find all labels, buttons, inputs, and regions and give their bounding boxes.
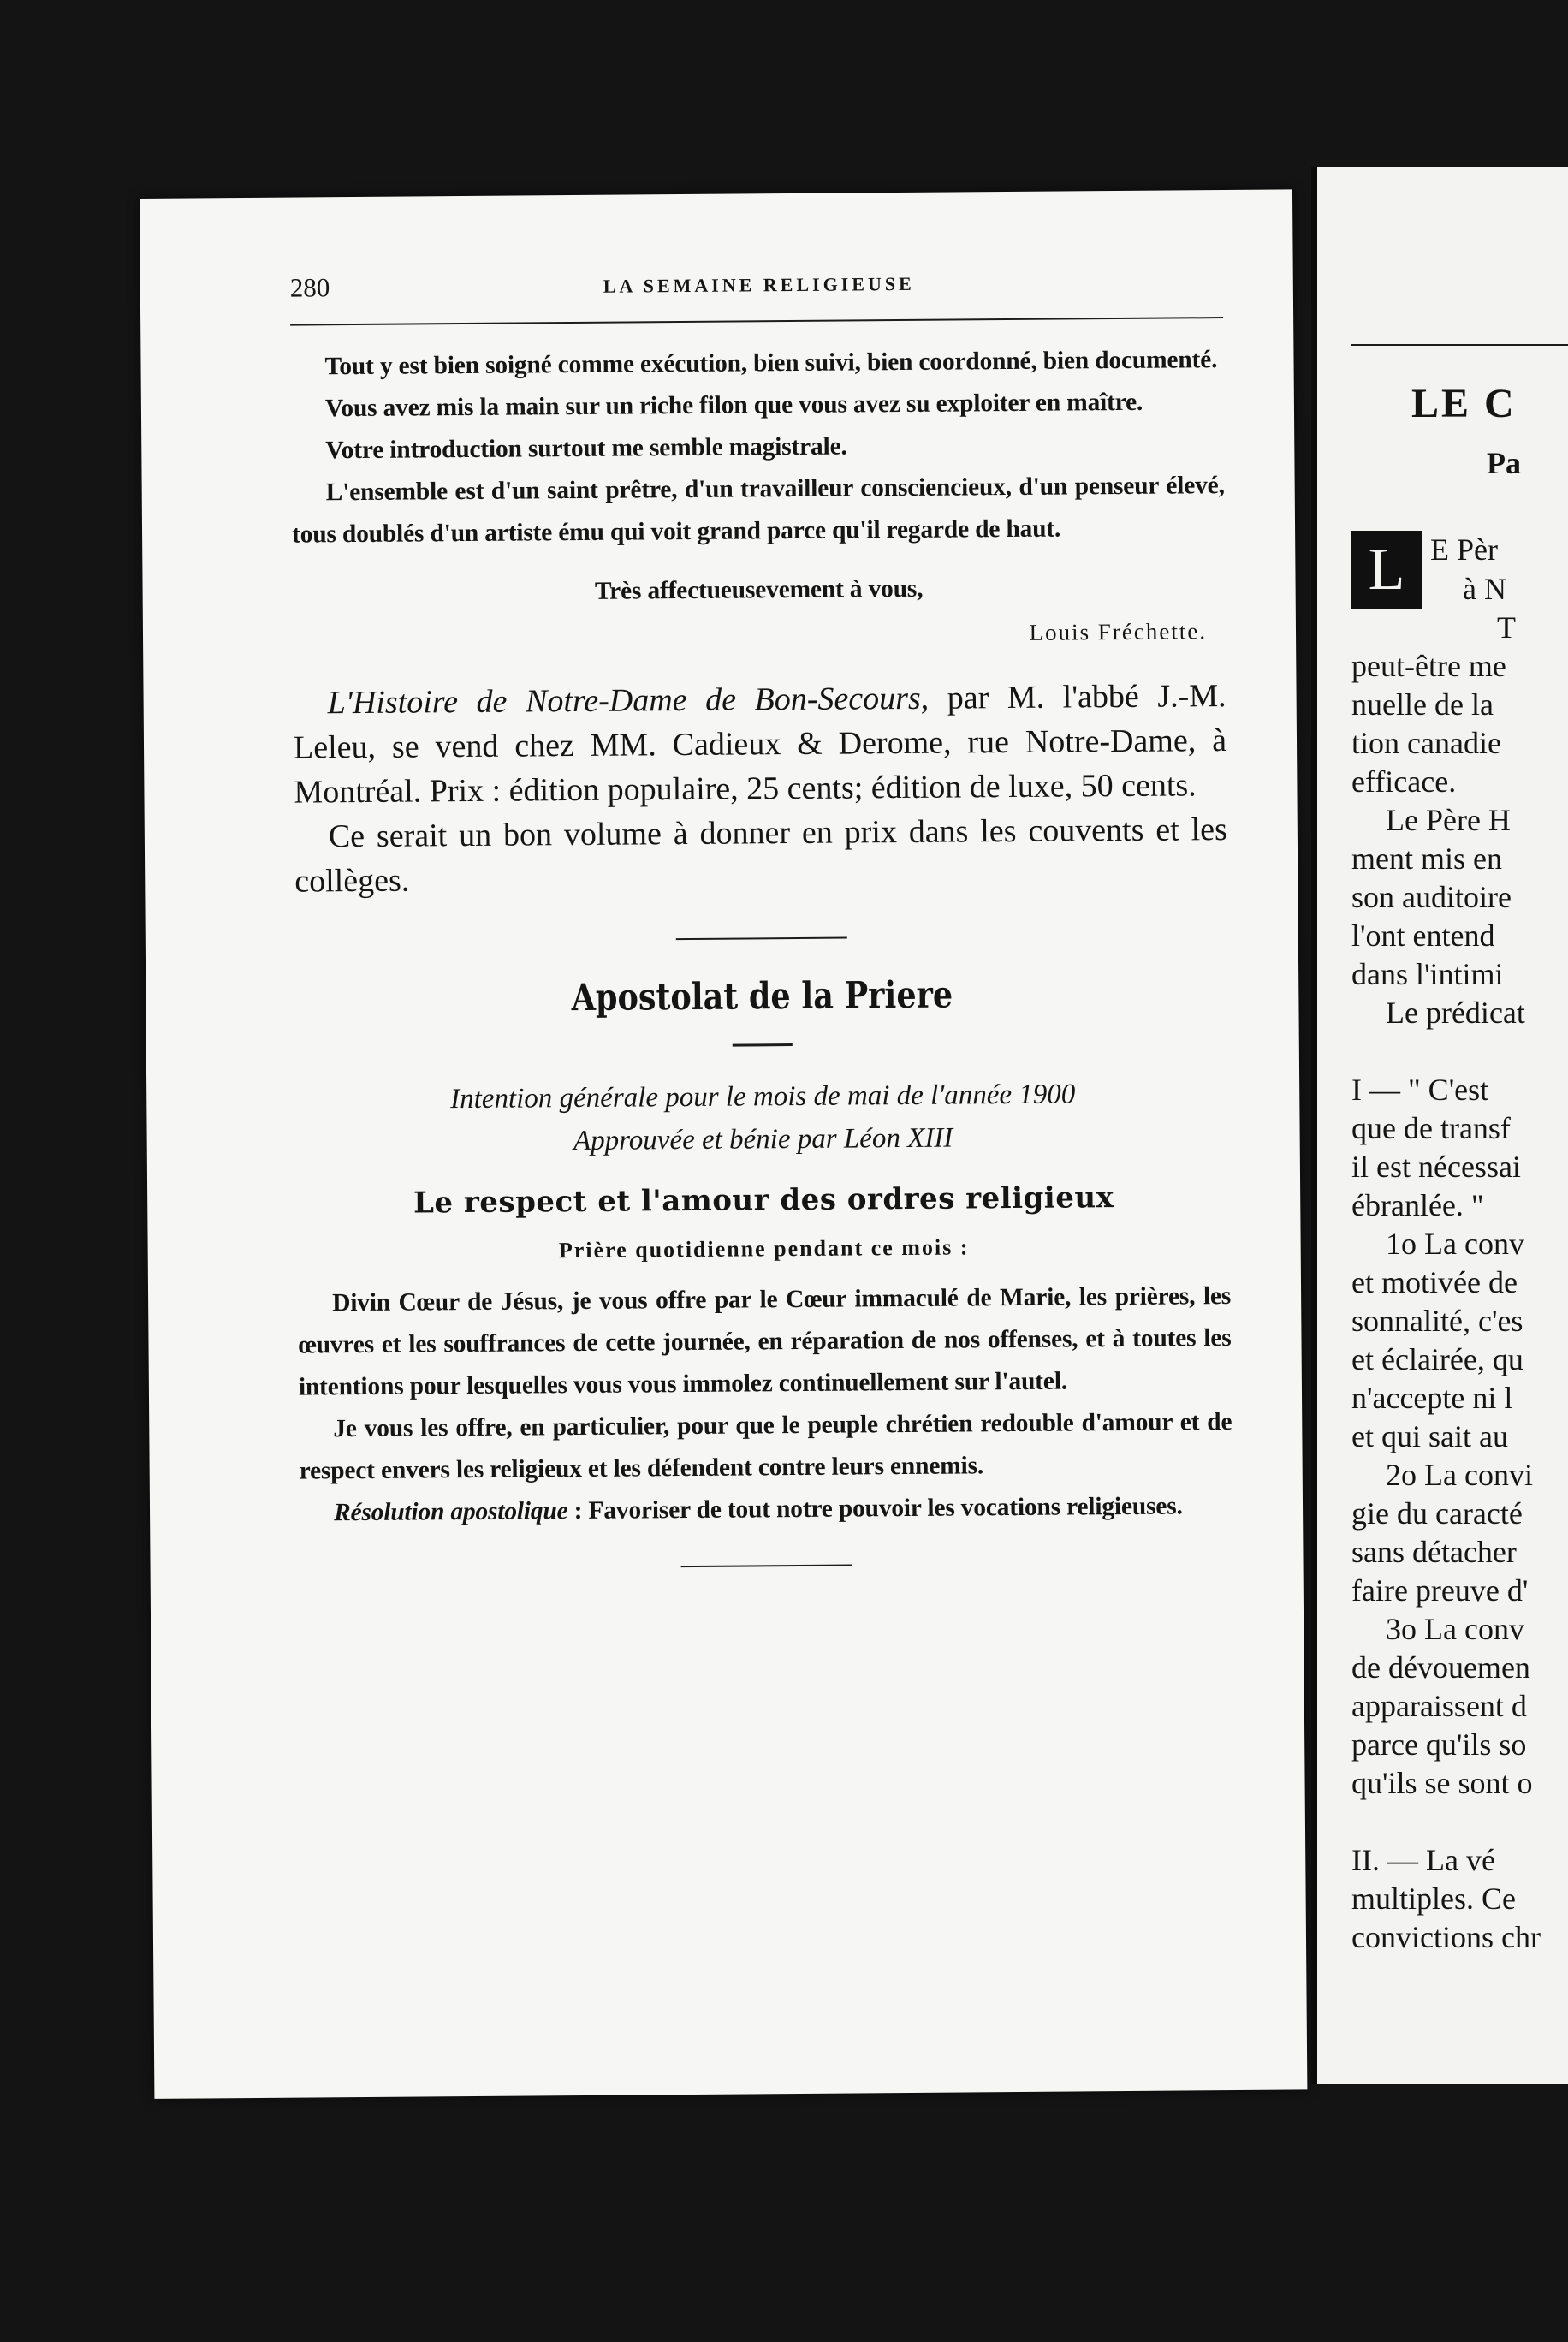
right-text-line: sonnalité, c'es [1351,1304,1523,1338]
right-text-line: parce qu'ils so [1351,1727,1527,1762]
right-text-line: n'accepte ni l [1351,1381,1513,1415]
running-title: LA SEMAINE RELIGIEUSE [603,272,915,297]
advert-second-paragraph: Ce serait un bon volume à donner en prix dans les couvents et les collèges. [294,811,1227,900]
right-text-line: dans l'intimi [1351,957,1504,991]
right-header-rule [1351,344,1568,346]
letter-paragraph: Votre introduction surtout me semble magistrale. [325,432,847,465]
right-text-line: 3o La conv [1386,1612,1524,1646]
right-text-line: apparaissent d [1351,1689,1527,1723]
right-text-line: et qui sait au [1351,1419,1508,1453]
drop-cap: L [1351,531,1422,609]
right-text-line: efficace. [1351,764,1457,799]
right-text-line: tion canadie [1351,726,1501,760]
right-text-line: multiples. Ce [1351,1881,1516,1916]
right-text [1351,531,1568,1957]
right-text-line: l'ont entend [1351,918,1495,953]
intention-line: Intention générale pour le mois de mai de l'année 1900 [450,1079,1076,1115]
right-text-line: Le prédicat [1386,996,1525,1030]
right-text-line [1351,1032,1568,1071]
right-text-line: faire preuve d' [1351,1573,1529,1608]
letter-paragraph: Tout y est bien soigné comme exécution, bien suivi, bien coordonné, bien documenté. [324,346,1218,381]
book-advert [293,674,1227,904]
resolution-text: : Favoriser de tout notre pouvoir les vocations religieuses. [567,1492,1183,1525]
prayer-paragraph: Je vous les offre, en particulier, pour que le peuple chrétien redouble d'amour et de respect envers les religieux et les défendent contre leurs ennemis. [299,1408,1232,1485]
right-subheading: Pa [1487,446,1521,480]
prayer-paragraph: Divin Cœur de Jésus, je vous offre par le Cœur immaculé de Marie, les prières, les œuvres et les souffrances de cette journée, en réparation de nos offenses, et à toutes les intentions pour lesquelles vous vous immolez continuellement sur l'autel. [298,1282,1232,1401]
right-text-line: ment mis en [1351,841,1502,876]
page-number: 280 [289,272,330,303]
letter-text [290,339,1226,652]
right-text-line: qu'ils se sont o [1351,1766,1533,1800]
right-text-line: I — " C'est [1351,1073,1489,1107]
right-text-line: sans détacher [1351,1535,1517,1569]
letter-closing: Très affectueusevement à vous, [594,574,924,605]
right-text-line: convictions chr [1351,1920,1541,1954]
right-text-line: à N [1463,572,1506,606]
resolution-label: Résolution apostolique [333,1497,568,1527]
right-text-line: de dévouemen [1351,1650,1530,1685]
right-text-line [1351,1803,1568,1841]
advert-paragraph [293,674,1226,815]
right-text-line: gie du caracté [1351,1496,1523,1531]
right-text-line: que de transf [1351,1111,1511,1145]
right-text-line: et motivée de [1351,1265,1518,1299]
header-rule [290,317,1223,326]
left-page-content [290,265,1233,1607]
advert-text: , par M. l'abbé J.-M. Leleu, se vend chez MM. Cadieux & Derome, rue Notre-Dame, à Montréal. Prix : édition populaire, 25 cents; édition de luxe, 50 cents. [293,678,1227,811]
advert-book-title: L'Histoire de Notre-Dame de Bon-Secours [327,680,921,722]
right-text-line: 1o La conv [1386,1227,1524,1261]
right-text-line: Le Père H [1386,803,1511,837]
letter-signature: Louis Fréchette. [1029,618,1208,645]
prayer-heading: Prière quotidienne pendant ce mois : [558,1234,970,1263]
right-text-line: et éclairée, qu [1351,1342,1523,1376]
right-text-line: son auditoire [1351,880,1512,914]
right-heading: LE C [1411,381,1517,426]
right-text-line: 2o La convi [1386,1458,1533,1492]
right-text-line: il est nécessai [1351,1150,1521,1184]
right-text-line: L E Pèr [1351,531,1568,570]
end-divider [681,1565,852,1568]
left-page [140,189,1307,2099]
right-text-line: T [1497,610,1516,645]
right-text-line: II. — La vé [1351,1843,1495,1877]
section-title: Apostolat de la Priere [571,973,953,1020]
right-page-content [1351,167,1568,1957]
resolution-paragraph [300,1485,1232,1535]
letter-paragraph: L'ensemble est d'un saint prêtre, d'un travailleur consciencieux, d'un penseur élevé, tous doublés d'un artiste ému qui voit grand parce qu'il regarde de haut. [291,472,1225,549]
letter-paragraph: Vous avez mis la main sur un riche filon que vous avez su exploiter en maître. [324,388,1143,423]
section-divider [676,937,847,941]
title-divider [733,1043,793,1047]
page-header [290,265,1223,312]
approval-line: Approuvée et bénie par Léon XIII [573,1122,953,1157]
right-page [1311,167,1568,2084]
prayer-subject: Le respect et l'amour des ordres religieux [413,1180,1114,1221]
right-text-line: nuelle de la [1351,687,1494,722]
right-text-line: ébranlée. " [1351,1188,1484,1222]
right-text-line: peut-être me [1351,649,1506,683]
